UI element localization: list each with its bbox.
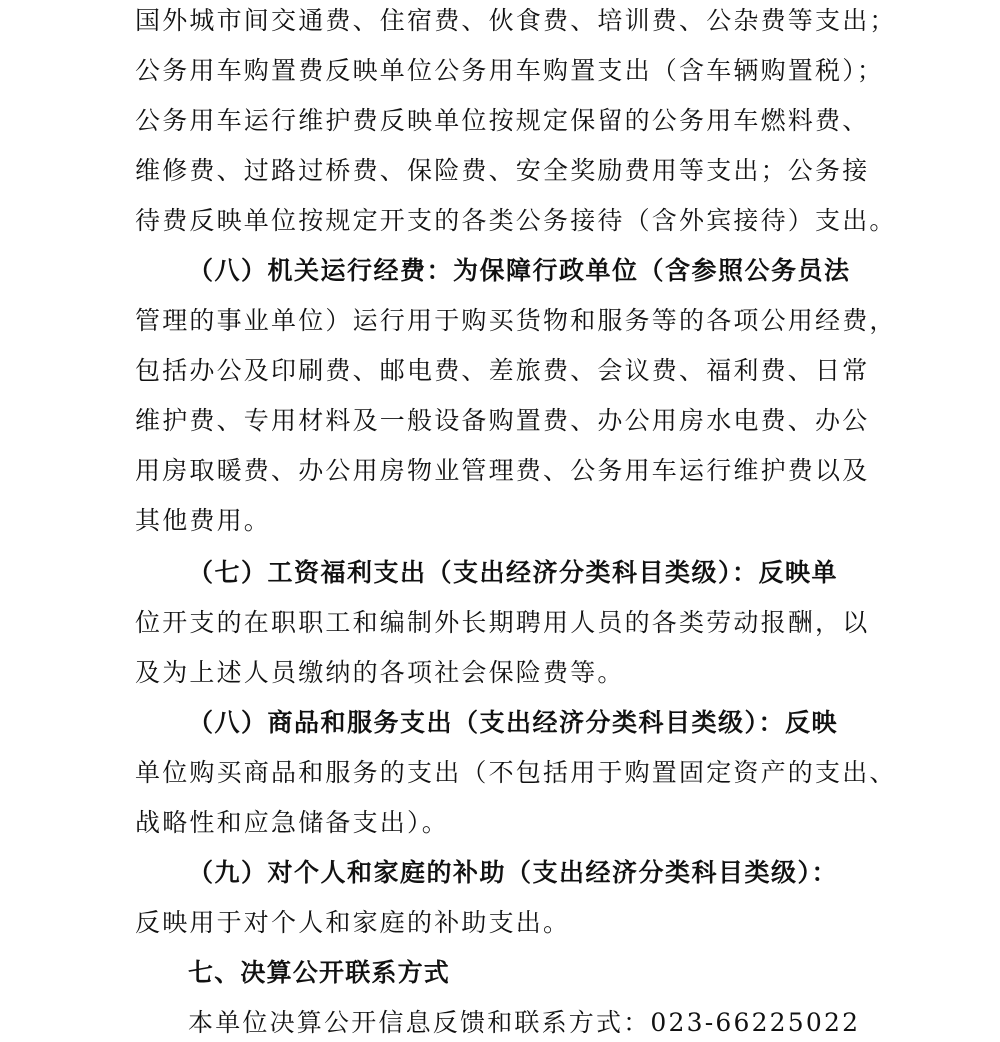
text-line: 国外城市间交通费、住宿费、伙食费、培训费、公杂费等支出； — [135, 6, 897, 35]
paragraph-heading: （九）对个人和家庭的补助（支出经济分类科目类级）： — [188, 858, 839, 887]
text-line: 位开支的在职职工和编制外长期聘用人员的各类劳动报酬，以 — [135, 608, 870, 637]
text-line: 反映用于对个人和家庭的补助支出。 — [135, 908, 571, 937]
text-line: 单位购买商品和服务的支出（不包括用于购置固定资产的支出、 — [135, 758, 897, 787]
text-line: 维护费、专用材料及一般设备购置费、办公用房水电费、办公 — [135, 406, 870, 435]
section-title: 七、决算公开联系方式 — [188, 958, 451, 987]
text-line: 包括办公及印刷费、邮电费、差旅费、会议费、福利费、日常 — [135, 356, 870, 385]
contact-line: 本单位决算公开信息反馈和联系方式：023-66225022 — [188, 1008, 861, 1037]
text-line: 战略性和应急储备支出）。 — [135, 808, 449, 837]
text-line: 用房取暖费、办公用房物业管理费、公务用车运行维护费以及 — [135, 456, 870, 485]
text-line: 维修费、过路过桥费、保险费、安全奖励费用等支出；公务接 — [135, 156, 870, 185]
text-line: 其他费用。 — [135, 506, 272, 535]
paragraph-heading: （七）工资福利支出（支出经济分类科目类级）：反映单 — [188, 558, 839, 587]
paragraph-heading: （八）机关运行经费：为保障行政单位（含参照公务员法 — [188, 256, 851, 285]
text-line: 公务用车购置费反映单位公务用车购置支出（含车辆购置税）； — [135, 56, 885, 85]
text-line: 待费反映单位按规定开支的各类公务接待（含外宾接待）支出。 — [135, 206, 897, 235]
text-line: 及为上述人员缴纳的各项社会保险费等。 — [135, 658, 625, 687]
text-line: 公务用车运行维护费反映单位按规定保留的公务用车燃料费、 — [135, 106, 870, 135]
paragraph-heading: （八）商品和服务支出（支出经济分类科目类级）：反映 — [188, 708, 839, 737]
text-line: 管理的事业单位）运行用于购买货物和服务等的各项公用经费， — [135, 306, 897, 335]
